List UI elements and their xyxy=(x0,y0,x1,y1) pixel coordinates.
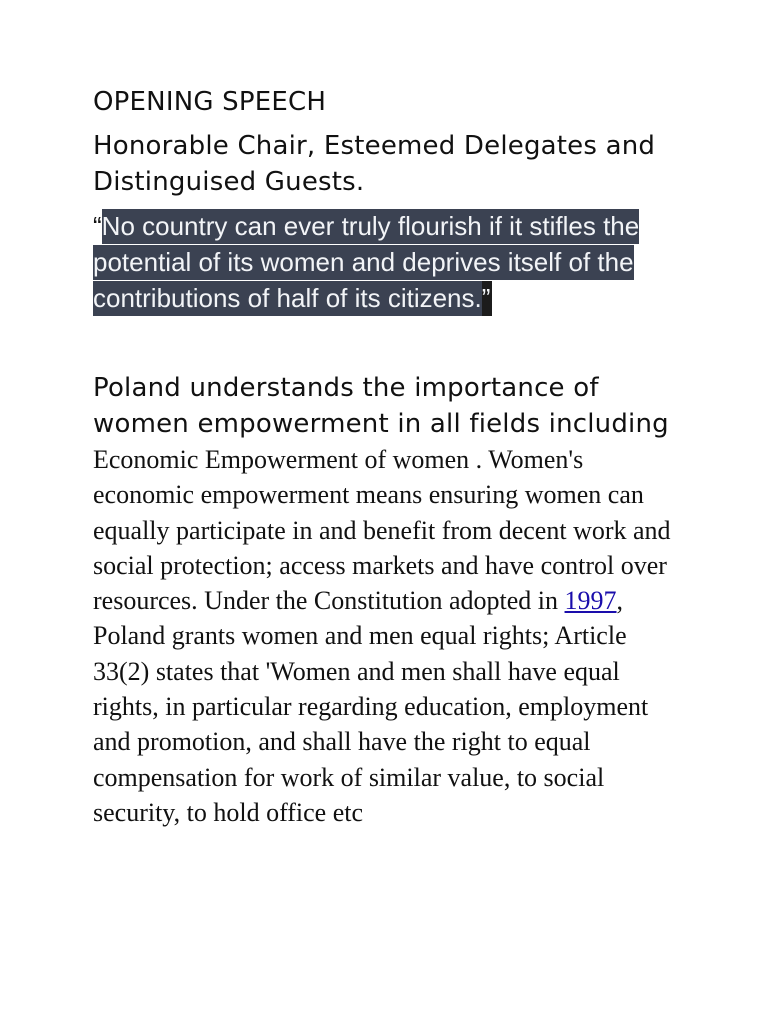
quote-close-mark: ” xyxy=(482,281,493,316)
body-paragraph xyxy=(93,370,683,830)
paragraph-continuation: , Poland grants women and men equal rights; Article 33(2) states that 'Women and men shall have equal rights, in particular regarding education, employment and promotion, and shall have the right to equal compensation for work of similar value, to social security, to hold office etc xyxy=(93,586,649,827)
year-link[interactable]: 1997 xyxy=(564,586,617,616)
quote-open-mark: “ xyxy=(93,211,102,241)
paragraph-intro: Poland understands the importance of women empowerment in all fields including xyxy=(93,373,669,439)
speech-title: OPENING SPEECH xyxy=(93,87,327,117)
document-page xyxy=(93,84,683,830)
highlighted-quote xyxy=(93,208,673,316)
quote-selected-text[interactable]: No country can ever truly flourish if it stifles the potential of its women and deprives itself of the contributions of half of its citizens. xyxy=(93,209,639,316)
salutation-line: Honorable Chair, Esteemed Delegates and Distinguised Guests. xyxy=(93,131,656,197)
paragraph-main: Economic Empowerment of women . Women's economic empowerment means ensuring women can equally participate in and benefit from decent work and social protection; access markets and have control over resources. Under the Constitution adopted in xyxy=(93,445,671,616)
